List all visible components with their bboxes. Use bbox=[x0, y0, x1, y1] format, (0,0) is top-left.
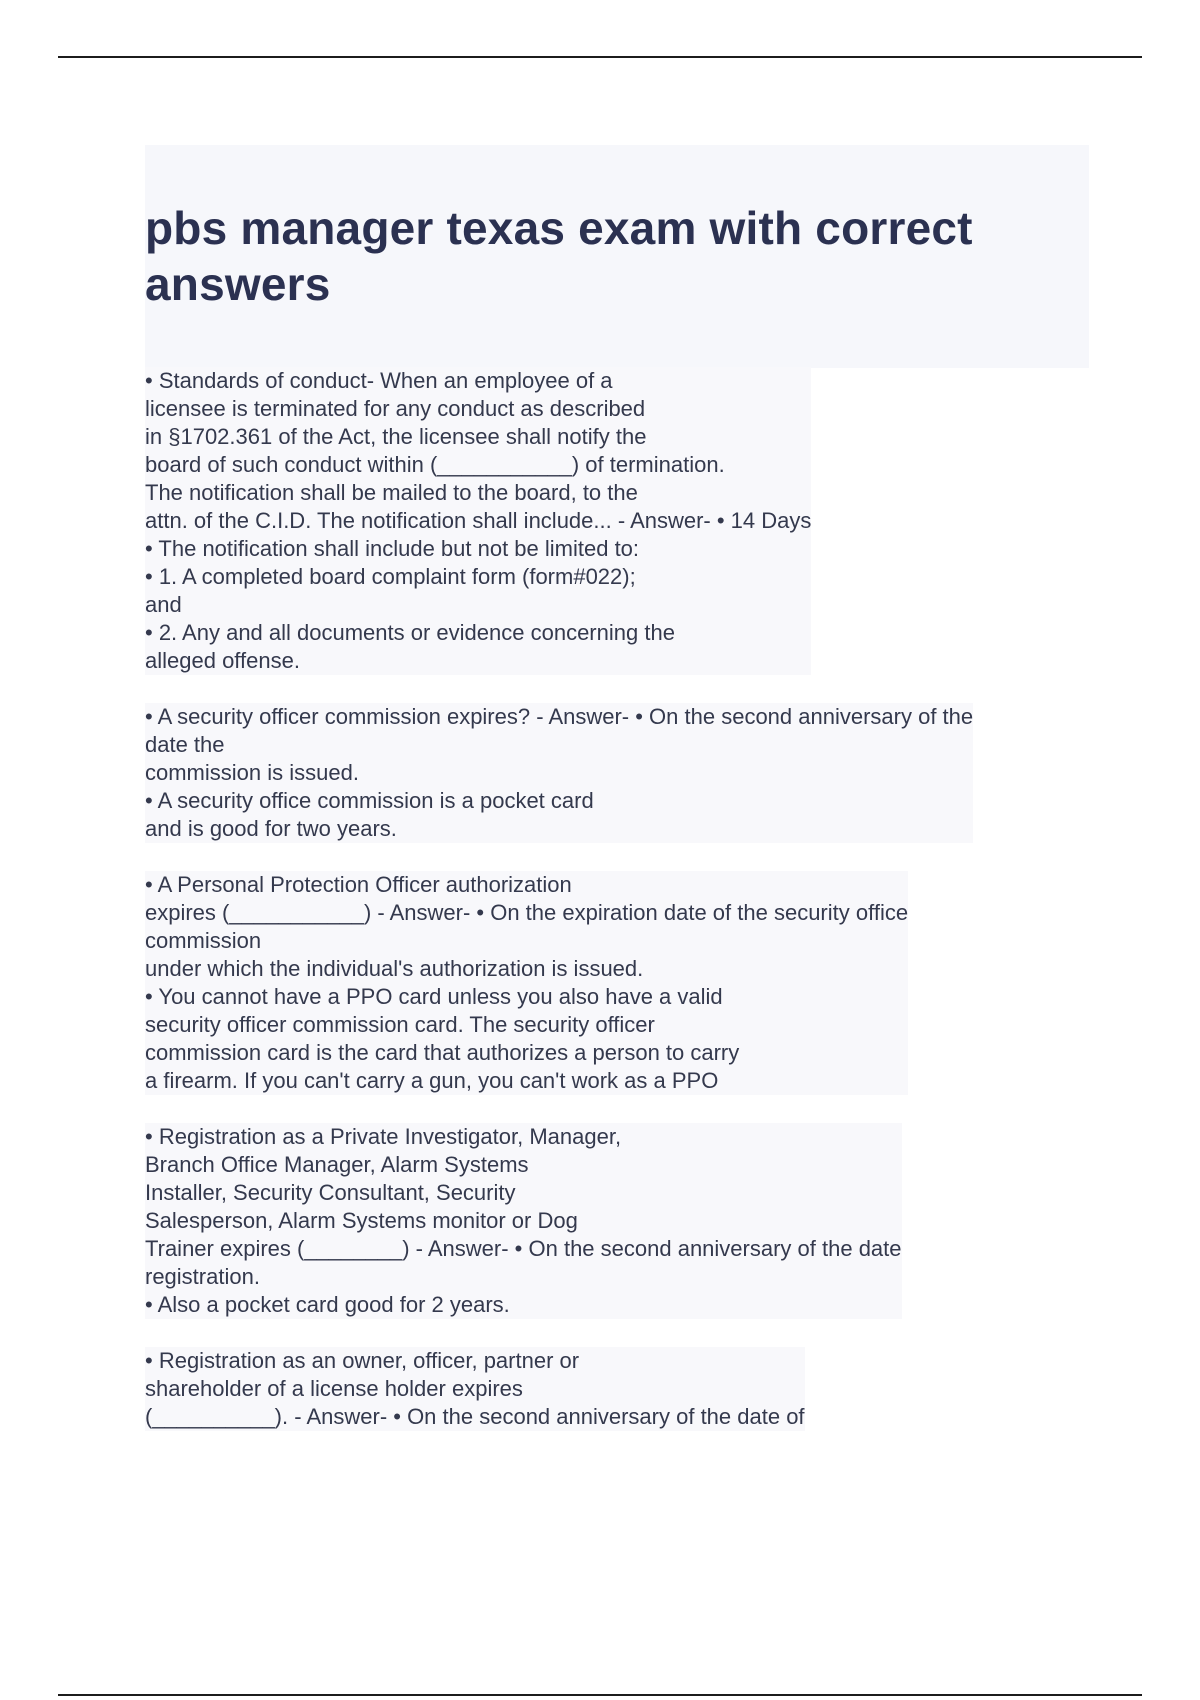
text-line: shareholder of a license holder expires bbox=[145, 1376, 523, 1401]
text-line: a firearm. If you can't carry a gun, you can't work as a PPO bbox=[145, 1068, 719, 1093]
text-line: • Registration as a Private Investigator, Manager, bbox=[145, 1124, 622, 1149]
text-line: Salesperson, Alarm Systems monitor or Dog bbox=[145, 1208, 578, 1233]
text-line: registration. bbox=[145, 1264, 260, 1289]
text-line: Branch Office Manager, Alarm Systems bbox=[145, 1152, 529, 1177]
page-title-line-2: answers bbox=[145, 258, 331, 310]
text-line: Installer, Security Consultant, Security bbox=[145, 1180, 516, 1205]
text-line: • 2. Any and all documents or evidence concerning the bbox=[145, 620, 675, 645]
text-line: under which the individual's authorization is issued. bbox=[145, 956, 644, 981]
page-title bbox=[145, 200, 1089, 312]
text-line: • Standards of conduct- When an employee of a bbox=[145, 368, 613, 393]
top-page-rule bbox=[58, 56, 1142, 58]
qa-item-registration-expiry bbox=[145, 1123, 1105, 1347]
qa-text-block bbox=[145, 703, 973, 843]
text-line: • A security officer commission expires? - Answer- • On the second anniversary of the bbox=[145, 704, 974, 729]
qa-item-security-officer-commission bbox=[145, 703, 1105, 871]
text-line: in §1702.361 of the Act, the licensee shall notify the bbox=[145, 424, 647, 449]
text-line: The notification shall be mailed to the board, to the bbox=[145, 480, 638, 505]
text-line: commission is issued. bbox=[145, 760, 359, 785]
text-line: commission bbox=[145, 928, 262, 953]
text-line: alleged offense. bbox=[145, 648, 300, 673]
text-line: • 1. A completed board complaint form (form#022); bbox=[145, 564, 636, 589]
text-line: licensee is terminated for any conduct as described bbox=[145, 396, 646, 421]
text-line: board of such conduct within (___________) of termination. bbox=[145, 452, 725, 477]
text-line: • A Personal Protection Officer authorization bbox=[145, 872, 572, 897]
bottom-page-rule bbox=[58, 1694, 1142, 1696]
text-line: and is good for two years. bbox=[145, 816, 397, 841]
text-line: • A security office commission is a pocket card bbox=[145, 788, 594, 813]
qa-item-standards-of-conduct bbox=[145, 367, 1105, 703]
text-line: • Also a pocket card good for 2 years. bbox=[145, 1292, 510, 1317]
text-line: commission card is the card that authorizes a person to carry bbox=[145, 1040, 740, 1065]
text-line: (__________). - Answer- • On the second anniversary of the date of bbox=[145, 1404, 805, 1429]
qa-text-block bbox=[145, 1123, 902, 1319]
qa-item-ppo-authorization bbox=[145, 871, 1105, 1123]
qa-text-block bbox=[145, 1347, 805, 1431]
qa-text-block bbox=[145, 871, 908, 1095]
text-line: • You cannot have a PPO card unless you also have a valid bbox=[145, 984, 723, 1009]
text-line: • The notification shall include but not be limited to: bbox=[145, 536, 640, 561]
title-block bbox=[145, 145, 1089, 368]
qa-text-block bbox=[145, 367, 811, 675]
text-line: date the bbox=[145, 732, 225, 757]
text-line: attn. of the C.I.D. The notification shall include... - Answer- • 14 Days bbox=[145, 508, 812, 533]
text-line: security officer commission card. The security officer bbox=[145, 1012, 655, 1037]
text-line: and bbox=[145, 592, 182, 617]
text-line: • Registration as an owner, officer, partner or bbox=[145, 1348, 580, 1373]
text-line: expires (___________) - Answer- • On the expiration date of the security office bbox=[145, 900, 909, 925]
document-body bbox=[145, 367, 1105, 1459]
qa-item-owner-registration bbox=[145, 1347, 1105, 1459]
text-line: Trainer expires (________) - Answer- • On the second anniversary of the date bbox=[145, 1236, 902, 1261]
page-title-line-1: pbs manager texas exam with correct bbox=[145, 202, 973, 254]
